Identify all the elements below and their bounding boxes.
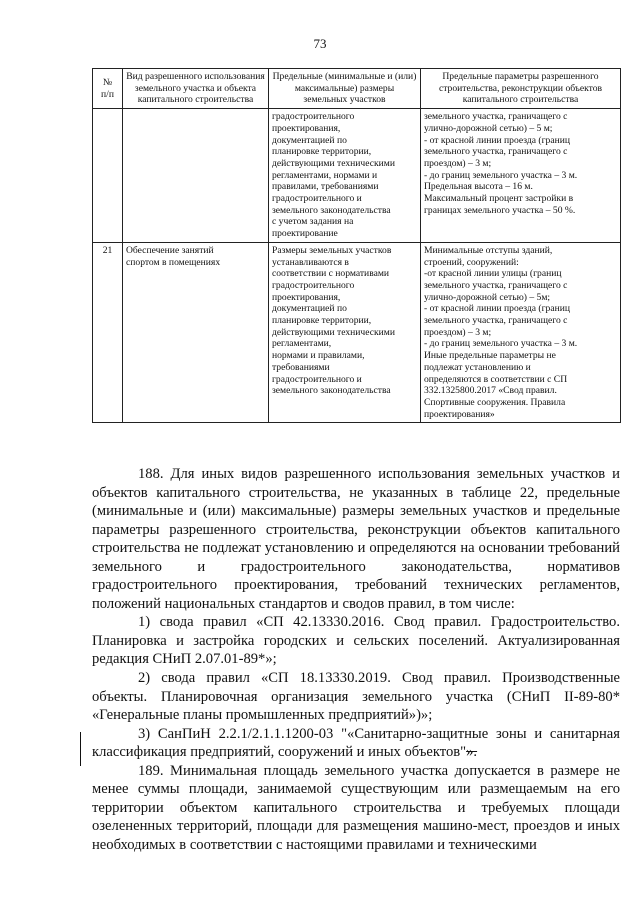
cell-number (93, 109, 123, 243)
paragraph-189: 189. Минимальная площадь земельного участка допускается в размере не менее суммы площади, занимаемой существующим или размещаемым на его территории объектом капитального строительства и требуемых площади озелененных территорий, площади для размещения машино-мест, проездов и иных необходимых в соответствии с настоящими правилами и техническими (92, 762, 620, 853)
cell-use-kind: Обеспечение занятий спортом в помещениях (123, 242, 269, 423)
header-plot-sizes: Предельные (минимальные и (или) максимальные) размеры земельных участков (269, 69, 421, 109)
list-item-3 (92, 725, 620, 762)
table-row (93, 109, 621, 243)
cell-use-kind (123, 109, 269, 243)
land-use-parameters-table (92, 68, 621, 423)
header-use-kind: Вид разрешенного использования земельного участка и объекта капитального строительства (123, 69, 269, 109)
list-item-3-text: 3) СанПиН 2.2.1/2.1.1.1200-03 "«Санитарно-защитные зоны и санитарная классификация предприятий, сооружений и иных объектов" (92, 725, 620, 761)
cell-construction-params: земельного участка, граничащего с улично-дорожной сетью) – 5 м; - от красной линии проезда (границ земельного участка, граничащего с проездом) – 3 м; - до границ земельного участка – 3 м. Предельная высота – 16 м. Максимальный процент застройки в границах земельного участка – 50 %. (421, 109, 621, 243)
list-item-1: 1) свода правил «СП 42.13330.2016. Свод правил. Градостроительство. Планировка и застройка городских и сельских поселений. Актуализированная редакция СНиП 2.07.01-89*»; (92, 614, 620, 668)
paragraph-188: 188. Для иных видов разрешенного использования земельных участков и объектов капитального строительства, не указанных в таблице 22, предельные (минимальные и (или) максимальные) размеры земельных участков и предельные параметры разрешенного строительства, реконструкции объектов капитального строительства не подлежат установлению и определяются на основании требований земельного и градостроительного законодательства, нормативов градостроительного проектирования, требований технических регламентов, положений национальных стандартов и сводов правил, в том числе: (92, 466, 620, 612)
list-item-2: 2) свода правил «СП 18.13330.2019. Свод правил. Производственные объекты. Планировочная организация земельного участка (СНиП II-89-80* «Генеральные планы промышленных предприятий»)»; (92, 670, 620, 724)
cell-plot-sizes: Размеры земельных участков устанавливаются в соответствии с нормативами градостроительного проектирования, документацией по планировке территории, действующими техническими регламентами, нормами и правилами, требованиями градостроительного и земельного законодательства (269, 242, 421, 423)
body-text (92, 465, 620, 854)
header-construction-params: Предельные параметры разрешенного строительства, реконструкции объектов капитального строительства (421, 69, 621, 109)
cell-plot-sizes: градостроительного проектирования, документацией по планировке территории, действующими техническими регламентами, нормами и правилами, требованиями градостроительного и земельного законодательства с учетом задания на проектирование (269, 109, 421, 243)
struck-out-text: ». (466, 744, 478, 761)
page-number: 73 (313, 36, 327, 51)
header-number: № п/п (93, 69, 123, 109)
table-row (93, 242, 621, 423)
cell-number: 21 (93, 242, 123, 423)
table-header-row (93, 69, 621, 109)
cell-construction-params: Минимальные отступы зданий, строений, сооружений: -от красной линии улицы (границ земельного участка, граничащего с улично-дорожной сетью) – 5м; - от красной линии проезда (границ земельного участка, граничащего с проездом) – 3 м; - до границ земельного участка – 3 м. Иные предельные параметры не подлежат установлению и определяются в соответствии с СП 332.1325800.2017 «Свод правил. Спортивные сооружения. Правила проектирования» (421, 242, 621, 423)
revision-marker-bar (80, 732, 81, 766)
